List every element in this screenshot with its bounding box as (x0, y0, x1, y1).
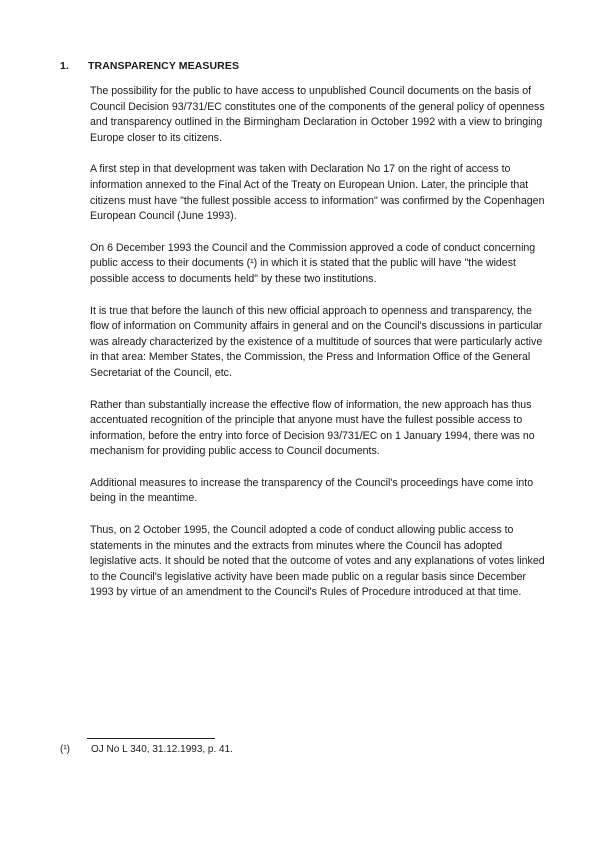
footnote-divider (87, 738, 215, 739)
paragraph-5: Rather than substantially increase the effective flow of information, the new approach has thus accentuated recognition of the principle that anyone must have the fullest possible access to information, before the entry into force of Decision 93/731/EC on 1 January 1994, there was no mechanism for providing public access to Council documents. (90, 398, 535, 458)
footnote-mark: (¹) (60, 744, 70, 755)
section-heading (60, 60, 239, 72)
paragraph-1: The possibility for the public to have access to unpublished Council documents on the basis of Council Decision 93/731/EC constitutes one of the components of the general policy of openness and transparency outlined in the Birmingham Declaration in October 1992 with a view to bringing Europe closer to its citizens. (90, 85, 545, 144)
footnote (60, 744, 233, 755)
section-number: 1. (60, 60, 69, 72)
paragraph-2: A first step in that development was taken with Declaration No 17 on the right of access to information annexed to the Final Act of the Treaty on European Union. Later, the principle that citizens must have "the fullest possible access to information" was confirmed by the Copenhagen European Council (June 1993). (90, 163, 545, 223)
paragraph-6: Additional measures to increase the transparency of the Council's proceedings have come into being in the meantime. (90, 476, 534, 505)
section-title: TRANSPARENCY MEASURES (88, 60, 240, 72)
footnote-text: OJ No L 340, 31.12.1993, p. 41. (91, 744, 233, 755)
paragraph-3: On 6 December 1993 the Council and the Commission approved a code of conduct concerning public access to their documents (¹) in which it is stated that the public will have "the widest possible access to documents held" by these two institutions. (90, 241, 536, 285)
body-text (90, 84, 550, 617)
paragraph-7: Thus, on 2 October 1995, the Council adopted a code of conduct allowing public access to statements in the minutes and the extracts from minutes where the Council has adopted legislative acts. It should be noted that the outcome of votes and any explanations of votes linked to the Council's legislative activity have been made public on a regular basis since December 1993 by virtue of an amendment to the Council's Rules of Procedure introduced at that time. (90, 524, 545, 599)
paragraph-4: It is true that before the launch of this new official approach to openness and transparency, the flow of information on Community affairs in general and on the Council's discussions in particular was already characterized by the existence of a multitude of sources that were particularly active in that area: Member States, the Commission, the Press and Information Office of the General Secretariat of the Council, etc. (90, 304, 543, 379)
